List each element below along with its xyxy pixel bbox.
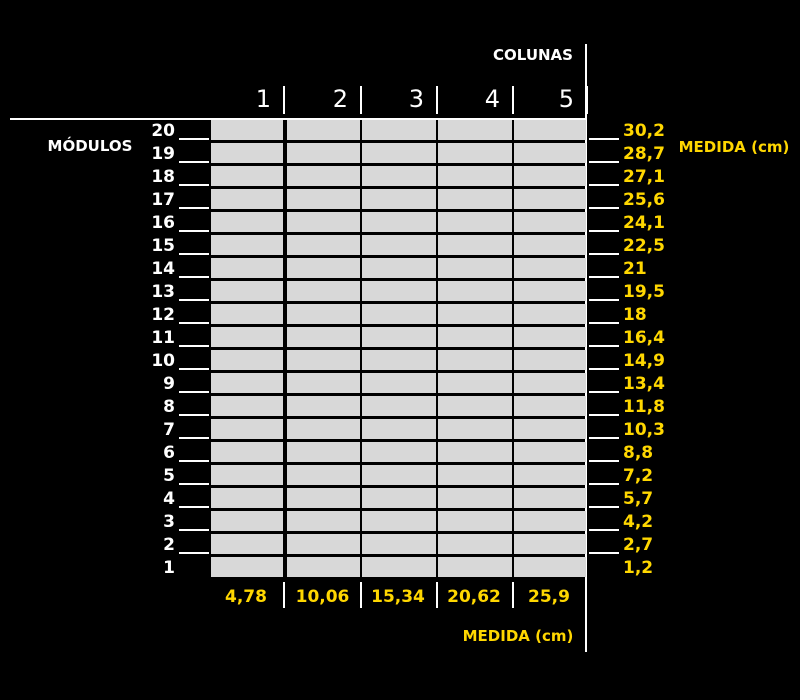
grid-cell (362, 143, 436, 163)
grid-cell (287, 120, 360, 140)
module-tick (179, 207, 209, 209)
row-measure-value: 1,2 (623, 558, 654, 578)
measure-tick (589, 460, 619, 462)
module-label: 17 (151, 190, 175, 210)
module-label: 20 (151, 121, 175, 141)
module-label: 9 (163, 374, 175, 394)
grid-cell (287, 212, 360, 232)
grid-cell (287, 235, 360, 255)
grid-cell (287, 189, 360, 209)
grid-cell (211, 396, 283, 416)
grid-cell (362, 281, 436, 301)
row-measure-value: 10,3 (623, 420, 665, 440)
grid-cell (362, 534, 436, 554)
module-label: 1 (163, 558, 175, 578)
module-tick (179, 391, 209, 393)
module-label: 2 (163, 535, 175, 555)
grid-cell (514, 557, 586, 577)
measure-tick (589, 483, 619, 485)
grid-cell (514, 304, 586, 324)
grid-cell (287, 442, 360, 462)
columns-title: COLUNAS (493, 46, 573, 64)
grid-cell (211, 143, 283, 163)
measure-tick (589, 414, 619, 416)
measure-tick (589, 161, 619, 163)
grid-cell (362, 396, 436, 416)
column-number: 3 (408, 85, 424, 113)
module-label: 18 (151, 167, 175, 187)
module-tick (179, 253, 209, 255)
module-label: 4 (163, 489, 175, 509)
grid-cell (211, 327, 283, 347)
grid-cell (438, 396, 512, 416)
grid-cell (362, 511, 436, 531)
row-measure-title: MEDIDA (cm) (678, 138, 790, 156)
grid-cell (438, 465, 512, 485)
column-tick (283, 86, 285, 114)
grid-cell (287, 534, 360, 554)
grid-cell (514, 258, 586, 278)
module-tick (179, 460, 209, 462)
grid-cell (287, 258, 360, 278)
grid-cell (211, 304, 283, 324)
grid-cell (287, 350, 360, 370)
column-number: 5 (558, 85, 574, 113)
grid-cell (438, 166, 512, 186)
measure-tick (589, 345, 619, 347)
grid-cell (287, 396, 360, 416)
measure-tick (589, 207, 619, 209)
measure-tick (589, 391, 619, 393)
row-measure-value: 27,1 (623, 167, 665, 187)
grid-cell (514, 235, 586, 255)
grid-cell (362, 350, 436, 370)
grid-cell (362, 166, 436, 186)
grid-cell (362, 465, 436, 485)
grid-cell (362, 557, 436, 577)
column-tick (436, 86, 438, 114)
row-measure-value: 24,1 (623, 213, 665, 233)
grid-cell (362, 235, 436, 255)
module-tick (179, 184, 209, 186)
column-measure-value: 20,62 (447, 587, 501, 607)
column-measure-value: 10,06 (295, 587, 350, 607)
module-tick (179, 414, 209, 416)
measure-tick (589, 437, 619, 439)
grid-cell (438, 511, 512, 531)
measure-tick (589, 529, 619, 531)
row-measure-value: 18 (623, 305, 647, 325)
grid-cell (438, 304, 512, 324)
grid-cell (287, 465, 360, 485)
column-number: 2 (332, 85, 348, 113)
grid-cell (362, 258, 436, 278)
row-measure-value: 25,6 (623, 190, 665, 210)
column-number: 4 (484, 85, 500, 113)
grid-cell (362, 189, 436, 209)
row-measure-value: 21 (623, 259, 647, 279)
grid-cell (287, 143, 360, 163)
grid-cell (211, 120, 283, 140)
grid-cell (514, 419, 586, 439)
row-measure-value: 2,7 (623, 535, 654, 555)
module-tick (179, 368, 209, 370)
grid-cell (287, 511, 360, 531)
grid-cell (438, 373, 512, 393)
grid-cell (438, 327, 512, 347)
grid-cell (514, 327, 586, 347)
grid-cell (438, 350, 512, 370)
row-measure-value: 16,4 (623, 328, 665, 348)
grid-cell (514, 511, 586, 531)
measure-tick (589, 299, 619, 301)
column-measure-value: 15,34 (371, 587, 425, 607)
grid-cell (438, 212, 512, 232)
grid-cell (211, 189, 283, 209)
grid-cell (438, 419, 512, 439)
module-label: 13 (151, 282, 175, 302)
grid-cell (362, 327, 436, 347)
grid-cell (362, 120, 436, 140)
measure-tick (589, 322, 619, 324)
measure-tick (589, 276, 619, 278)
module-tick (179, 276, 209, 278)
module-tick (179, 138, 209, 140)
module-label: 10 (151, 351, 175, 371)
grid-cell (287, 488, 360, 508)
grid-cell (362, 419, 436, 439)
module-label: 15 (151, 236, 175, 256)
row-measure-value: 14,9 (623, 351, 665, 371)
grid-cell (211, 465, 283, 485)
row-measure-value: 5,7 (623, 489, 654, 509)
grid-cell (211, 166, 283, 186)
grid-cell (211, 534, 283, 554)
grid-cell (514, 350, 586, 370)
row-measure-value: 19,5 (623, 282, 665, 302)
module-tick (179, 345, 209, 347)
module-label: 19 (151, 144, 175, 164)
grid-cell (211, 557, 283, 577)
grid-cell (211, 511, 283, 531)
grid-cell (287, 557, 360, 577)
module-tick (179, 483, 209, 485)
grid-cell (514, 281, 586, 301)
grid-cell (514, 465, 586, 485)
row-measure-value: 22,5 (623, 236, 665, 256)
modules-title: MÓDULOS (47, 137, 133, 155)
measure-tick (589, 138, 619, 140)
grid-cell (211, 350, 283, 370)
row-measure-value: 4,2 (623, 512, 654, 532)
grid-cell (438, 143, 512, 163)
column-tick (360, 86, 362, 114)
grid-cell (438, 189, 512, 209)
grid-cell (287, 327, 360, 347)
module-label: 16 (151, 213, 175, 233)
grid-cell (438, 534, 512, 554)
grid-cell (514, 166, 586, 186)
grid-cell (514, 442, 586, 462)
column-measure-value: 25,9 (528, 587, 570, 607)
measure-tick (589, 552, 619, 554)
grid-cell (514, 373, 586, 393)
module-tick (179, 437, 209, 439)
column-measure-title: MEDIDA (cm) (462, 627, 574, 645)
grid-cell (211, 488, 283, 508)
module-tick (179, 299, 209, 301)
module-label: 7 (163, 420, 175, 440)
row-measure-value: 8,8 (623, 443, 654, 463)
module-label: 6 (163, 443, 175, 463)
module-tick (179, 161, 209, 163)
grid-cell (287, 373, 360, 393)
row-measure-value: 30,2 (623, 121, 665, 141)
grid-cell (438, 235, 512, 255)
module-label: 3 (163, 512, 175, 532)
grid-cell (438, 258, 512, 278)
grid-cell (514, 396, 586, 416)
module-tick (179, 506, 209, 508)
measure-tick (589, 184, 619, 186)
row-measure-value: 28,7 (623, 144, 665, 164)
module-label: 14 (151, 259, 175, 279)
grid-cell (211, 373, 283, 393)
grid-cell (211, 281, 283, 301)
grid-cell (362, 373, 436, 393)
grid-cell (211, 212, 283, 232)
column-measure-value: 4,78 (225, 587, 267, 607)
grid-cell (362, 212, 436, 232)
grid-cell (438, 557, 512, 577)
grid-cell (514, 143, 586, 163)
measure-tick (589, 506, 619, 508)
grid-cell (287, 281, 360, 301)
grid-cell (287, 419, 360, 439)
column-number: 1 (255, 85, 271, 113)
module-label: 11 (151, 328, 175, 348)
grid-cell (287, 166, 360, 186)
grid-cell (438, 442, 512, 462)
grid-cell (438, 488, 512, 508)
row-measure-value: 7,2 (623, 466, 654, 486)
module-label: 12 (151, 305, 175, 325)
measure-tick (589, 368, 619, 370)
column-tick (586, 86, 588, 114)
module-tick (179, 552, 209, 554)
grid-cell (362, 488, 436, 508)
grid-cell (514, 120, 586, 140)
module-tick (179, 230, 209, 232)
grid-cell (211, 442, 283, 462)
row-measure-value: 11,8 (623, 397, 665, 417)
grid-cell (514, 488, 586, 508)
grid-cell (211, 258, 283, 278)
grid-cell (362, 304, 436, 324)
measure-tick (589, 230, 619, 232)
grid-cell (438, 120, 512, 140)
module-tick (179, 322, 209, 324)
module-tick (179, 529, 209, 531)
grid-cell (514, 212, 586, 232)
measure-tick (589, 253, 619, 255)
row-measure-value: 13,4 (623, 374, 665, 394)
module-label: 8 (163, 397, 175, 417)
grid-cell (362, 442, 436, 462)
grid-cell (287, 304, 360, 324)
grid-cell (211, 419, 283, 439)
grid-cell (211, 235, 283, 255)
module-label: 5 (163, 466, 175, 486)
grid-cell (438, 281, 512, 301)
grid-cell (514, 534, 586, 554)
grid-cell (514, 189, 586, 209)
